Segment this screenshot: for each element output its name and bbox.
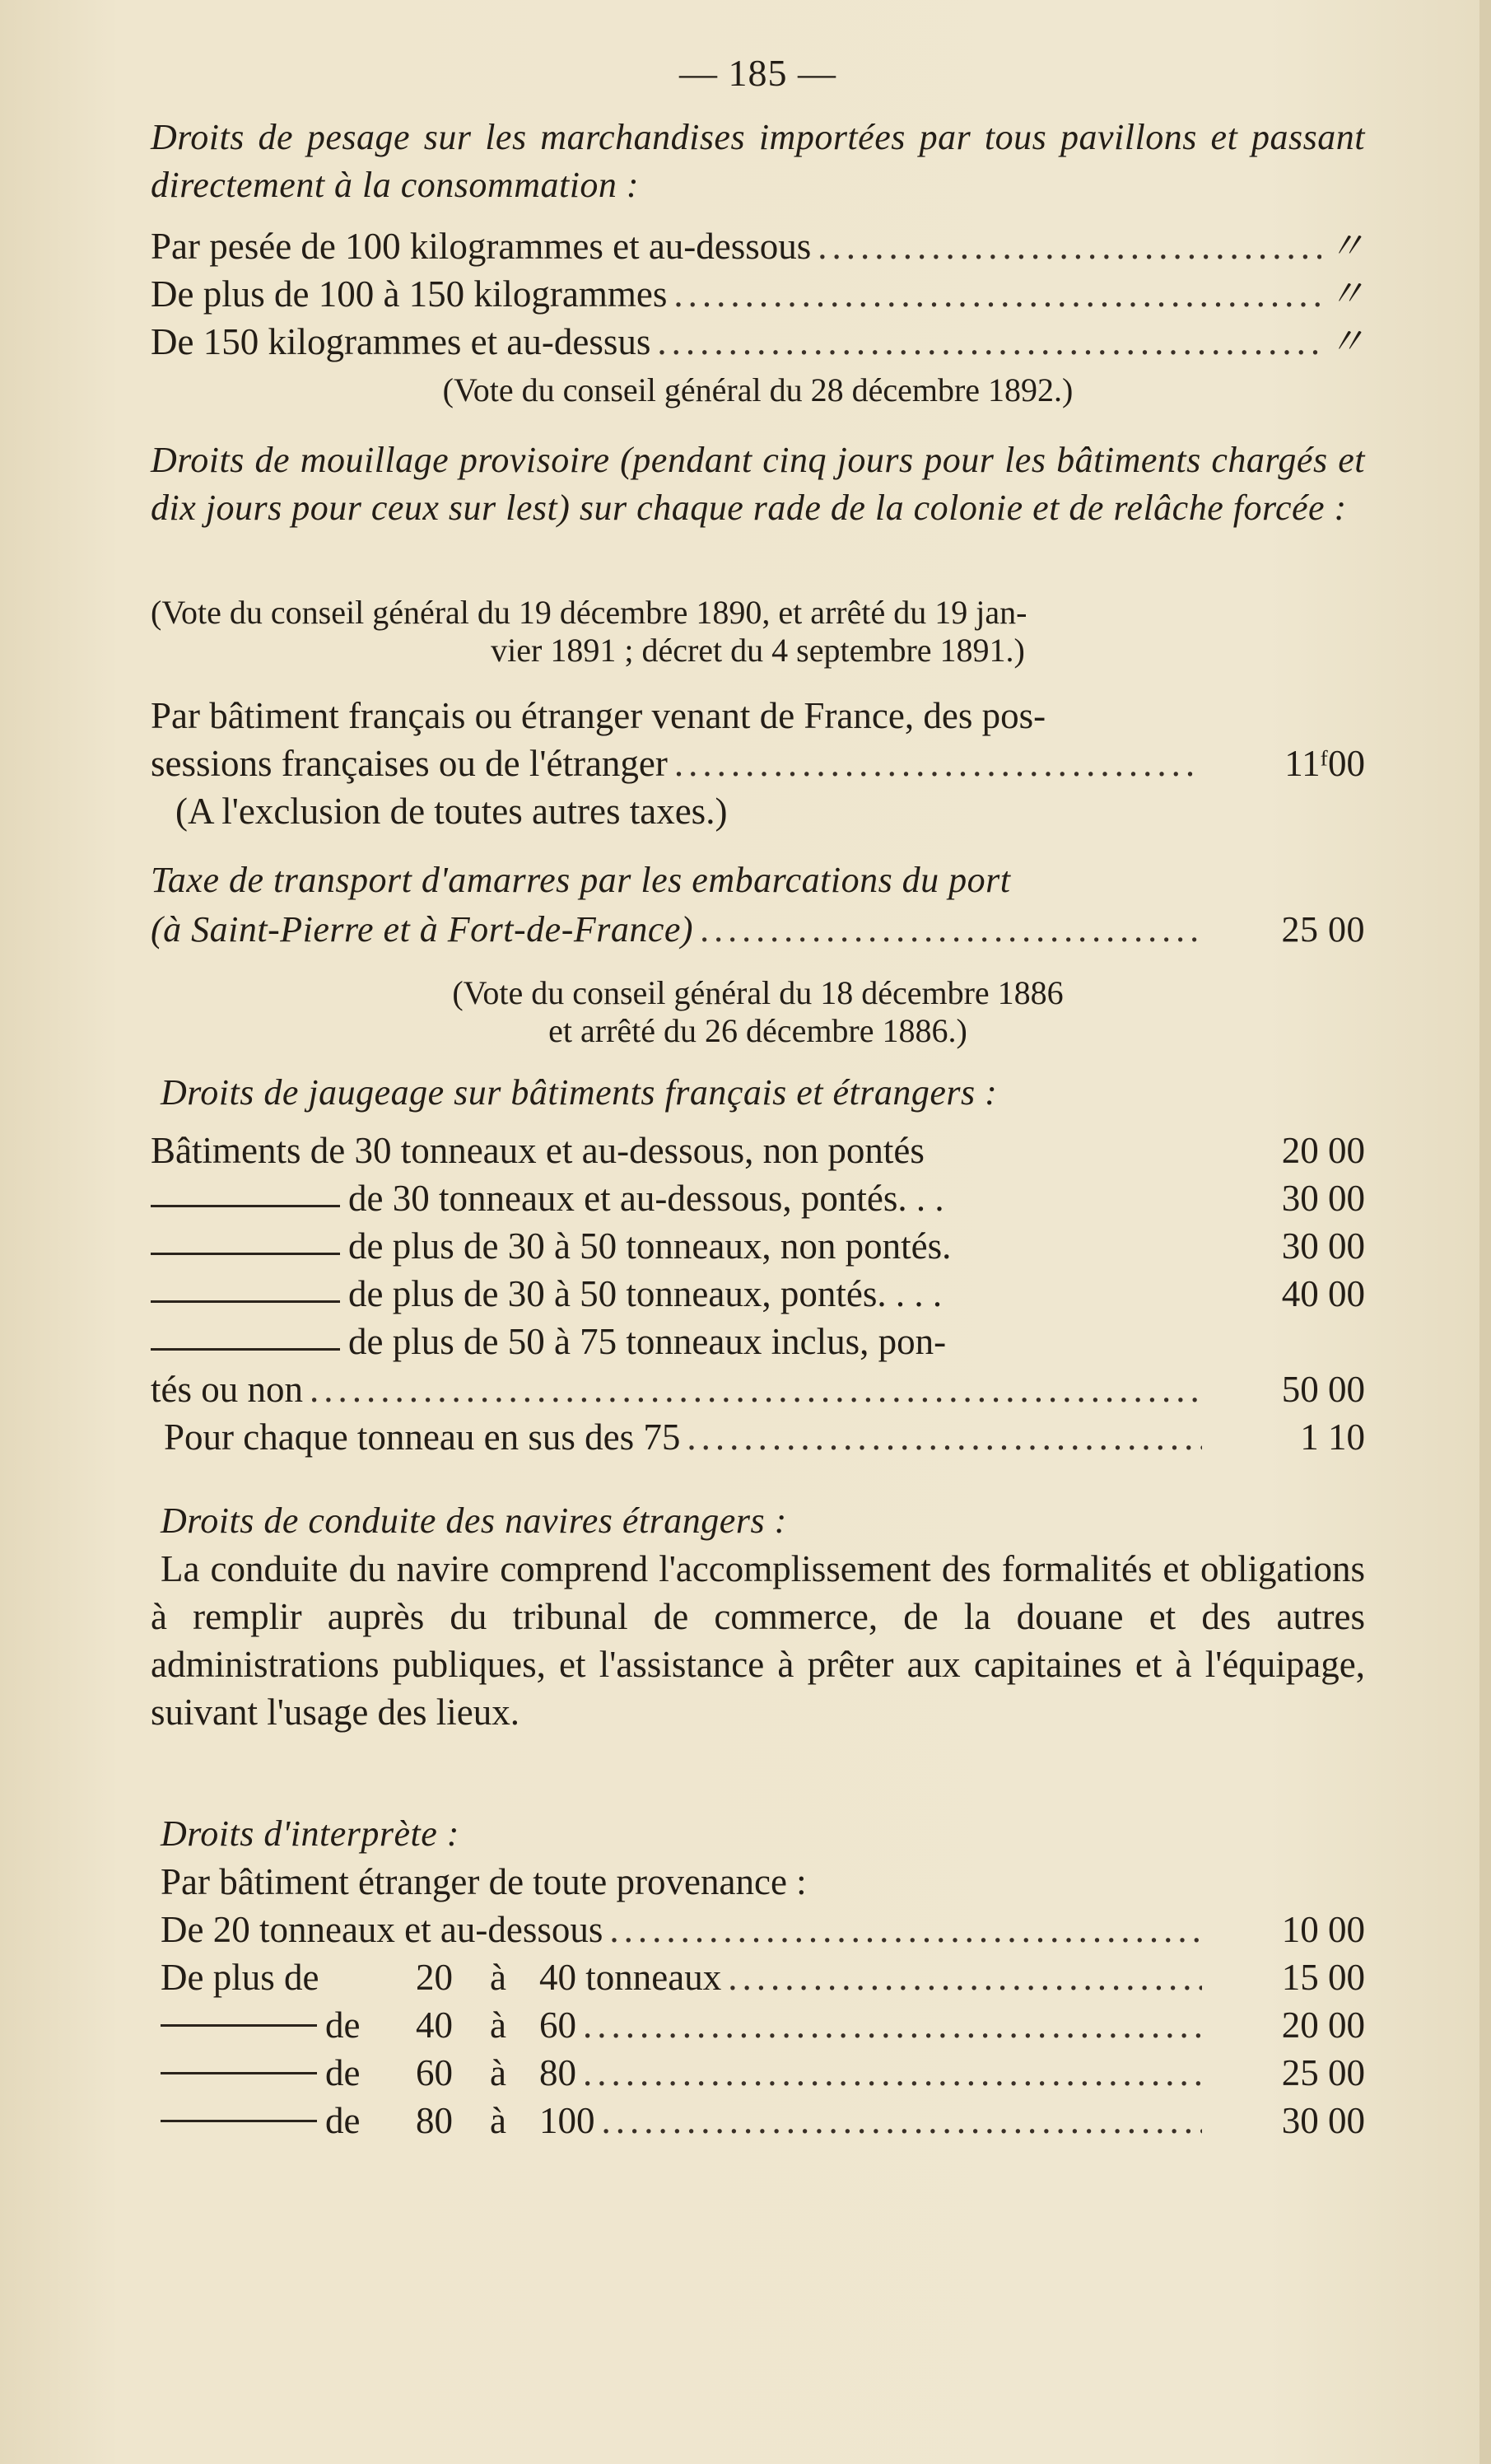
dot-leader [602, 2097, 1203, 2144]
amarres-note-line2: et arrêté du 26 décembre 1886.) [548, 1012, 967, 1049]
mouillage-row [151, 740, 1365, 787]
interprete-row-prefix: de [325, 2100, 361, 2141]
jaugeage-row-amount: 30 00 [1281, 1178, 1365, 1219]
ditto-dash [161, 2120, 317, 2122]
interprete-row-amount: 25 00 [1281, 2052, 1365, 2093]
conduite-text: La conduite du navire comprend l'accomplissement des formalités et obligations à remplir auprès du tribunal de commerce, de la douane et des autres administrations publiques, et l'assistance à prêter aux capitaines et à l'équipage, suivant l'usage des lieux. [151, 1548, 1365, 1733]
pesage-row [151, 318, 1365, 366]
interprete-row-from: 20 [416, 1957, 453, 1998]
jaugeage-row-label: Bâtiments de 30 tonneaux et au-dessous, non pontés [151, 1130, 925, 1171]
dot-leader [583, 2001, 1202, 2049]
interprete-row [161, 2097, 1365, 2144]
interprete-row [161, 2049, 1365, 2097]
pesage-note: (Vote du conseil général du 28 décembre 1892.) [442, 371, 1074, 408]
interprete-row-a: à [490, 2100, 506, 2141]
interprete-row-amount: 10 00 [1281, 1909, 1365, 1950]
pesage-table [151, 222, 1365, 366]
pesage-row-label: De 150 kilogrammes et au-dessus [151, 321, 651, 362]
dot-leader [728, 1953, 1202, 2001]
jaugeage-row-label: de 30 tonneaux et au-dessous, pontés. . . [348, 1178, 944, 1219]
ditto-dash [161, 2072, 317, 2074]
page-edge [1479, 0, 1491, 2464]
mouillage-amount: 11ᶠ00 [1284, 743, 1365, 784]
jaugeage-row-label: de plus de 30 à 50 tonneaux, non pontés. [348, 1225, 952, 1267]
pesage-heading: Droits de pesage sur les marchandises importées par tous pavillons et passant directement à la consommation : [151, 117, 1365, 205]
interprete-table [151, 1906, 1365, 2144]
interprete-row-to: 80 [539, 2052, 576, 2093]
jaugeage-row5-line2: tés ou non [151, 1369, 303, 1410]
mouillage-exclusion: (A l'exclusion de toutes autres taxes.) [175, 791, 728, 832]
mouillage-heading: Droits de mouillage provisoire (pendant cinq jours pour les bâtiments chargés et dix jours pour ceux sur lest) sur chaque rade de la colonie et de relâche forcée : [151, 440, 1365, 528]
jaugeage-row6-label: Pour chaque tonneau en sus des 75 [164, 1416, 681, 1458]
page-number: — 185 — [679, 52, 836, 94]
jaugeage-table [151, 1127, 1365, 1461]
pesage-row-label: Par pesée de 100 kilogrammes et au-dessous [151, 226, 812, 267]
interprete-row-amount: 15 00 [1281, 1957, 1365, 1998]
jaugeage-row-amount: 30 00 [1281, 1225, 1365, 1267]
dot-leader [818, 222, 1321, 270]
conduite-heading: Droits de conduite des navires étrangers : [161, 1500, 787, 1541]
jaugeage-row [151, 1127, 1365, 1174]
pesage-row-label: De plus de 100 à 150 kilogrammes [151, 273, 668, 315]
interprete-row-prefix: de [325, 2004, 361, 2046]
dot-leader [674, 740, 1202, 787]
mouillage-text-line1: Par bâtiment français ou étranger venant de France, des pos- [151, 695, 1046, 736]
ditto-dash [151, 1348, 340, 1351]
jaugeage-row-amount: 40 00 [1281, 1273, 1365, 1314]
amarres-amount: 25 00 [1281, 909, 1365, 950]
interprete-row-amount: 20 00 [1281, 2004, 1365, 2046]
interprete-row-to: 60 [539, 2004, 576, 2046]
jaugeage-row-amount: 20 00 [1281, 1130, 1365, 1171]
dot-leader [609, 1906, 1202, 1953]
pesage-row [151, 270, 1365, 318]
amarres-note-line1: (Vote du conseil général du 18 décembre 1886 [452, 974, 1064, 1011]
jaugeage-row5-amount: 50 00 [1281, 1369, 1365, 1410]
ditto-dash [151, 1300, 340, 1303]
interprete-row-amount: 30 00 [1281, 2100, 1365, 2141]
dot-leader [657, 318, 1321, 366]
interprete-intro: Par bâtiment étranger de toute provenance : [161, 1861, 807, 1902]
interprete-row-prefix: de [325, 2052, 361, 2093]
jaugeage-heading: Droits de jaugeage sur bâtiments français et étrangers : [161, 1072, 998, 1113]
jaugeage-row [151, 1270, 1365, 1318]
interprete-row [161, 1953, 1365, 2001]
interprete-row-to: 100 [539, 2100, 595, 2141]
jaugeage-row [151, 1413, 1365, 1461]
interprete-row-a: à [490, 1957, 506, 1998]
jaugeage-row [151, 1222, 1365, 1270]
dot-leader [687, 1413, 1202, 1461]
jaugeage-row [151, 1174, 1365, 1222]
jaugeage-row [151, 1318, 1365, 1365]
dot-leader [583, 2049, 1202, 2097]
jaugeage-row6-amount: 1 10 [1300, 1416, 1365, 1458]
interprete-row-prefix: De plus de [161, 1957, 319, 1998]
amarres-heading-line2: (à Saint-Pierre et à Fort-de-France) [151, 909, 694, 950]
ditto-dash [161, 2024, 317, 2027]
dot-leader [700, 906, 1202, 954]
amarres-heading-line1: Taxe de transport d'amarres par les embarcations du port [151, 860, 1011, 900]
interprete-row [161, 2001, 1365, 2049]
mouillage-text-line2: sessions françaises ou de l'étranger [151, 743, 668, 784]
interprete-row-from: 60 [416, 2052, 453, 2093]
dot-leader [673, 270, 1321, 318]
dot-leader [310, 1365, 1202, 1413]
interprete-row-a: à [490, 2052, 506, 2093]
ditto-dash [151, 1253, 340, 1255]
jaugeage-row-label: de plus de 30 à 50 tonneaux, pontés. . . . [348, 1273, 943, 1314]
pesage-row-amount: 〃 [1327, 321, 1365, 362]
mouillage-note-line2: vier 1891 ; décret du 4 septembre 1891.) [491, 632, 1025, 669]
mouillage-note-line1: (Vote du conseil général du 19 décembre 1890, et arrêté du 19 jan- [151, 594, 1027, 631]
pesage-row-amount: 〃 [1327, 226, 1365, 267]
interprete-row-to: 40 tonneaux [539, 1957, 722, 1998]
ditto-dash [151, 1205, 340, 1207]
jaugeage-row [151, 1365, 1365, 1413]
jaugeage-row5-line1: de plus de 50 à 75 tonneaux inclus, pon- [348, 1321, 947, 1362]
interprete-heading: Droits d'interprète : [161, 1813, 459, 1854]
interprete-row-a: à [490, 2004, 506, 2046]
interprete-row-from: 40 [416, 2004, 453, 2046]
pesage-row [151, 222, 1365, 270]
amarres-row [151, 906, 1365, 954]
interprete-row-from: 80 [416, 2100, 453, 2141]
pesage-row-amount: 〃 [1327, 273, 1365, 315]
interprete-row-prefix: De 20 tonneaux et au-dessous [161, 1909, 603, 1950]
interprete-row [161, 1906, 1365, 1953]
